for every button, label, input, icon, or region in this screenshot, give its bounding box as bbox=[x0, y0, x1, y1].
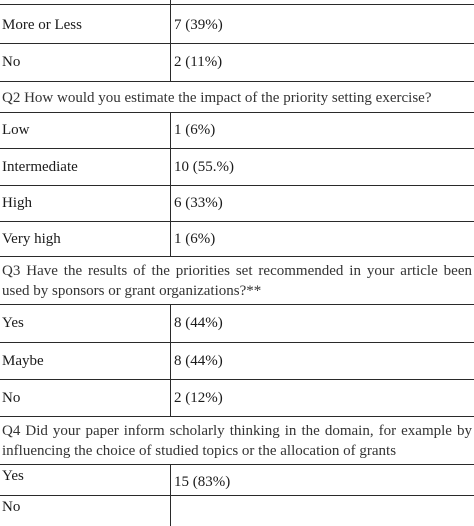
answer-label: No bbox=[2, 390, 21, 406]
column-divider bbox=[170, 44, 171, 81]
table-row bbox=[0, 222, 474, 257]
table-row bbox=[0, 186, 474, 222]
column-divider bbox=[170, 305, 171, 342]
table-row bbox=[0, 343, 474, 380]
question-q3: Q3 Have the results of the priorities set recommended in your article been used by sponsors or grant organizations?** bbox=[0, 257, 474, 305]
column-divider bbox=[170, 380, 171, 416]
answer-count: 2 (11%) bbox=[174, 54, 223, 70]
answer-label: Intermediate bbox=[2, 159, 78, 175]
answer-count: 8 (44%) bbox=[174, 315, 223, 331]
table-row bbox=[0, 113, 474, 149]
column-divider bbox=[170, 5, 171, 43]
column-divider bbox=[170, 465, 171, 495]
table-row bbox=[0, 496, 474, 526]
table-row bbox=[0, 44, 474, 82]
column-divider bbox=[170, 222, 171, 256]
question-q4: Q4 Did your paper inform scholarly thinking in the domain, for example by influencing the choice of studied topics or the allocation of grants bbox=[0, 417, 474, 465]
answer-label: Maybe bbox=[2, 353, 44, 369]
answer-label: Very high bbox=[2, 231, 61, 247]
answer-count: 7 (39%) bbox=[174, 17, 223, 33]
column-divider bbox=[170, 149, 171, 185]
table-row bbox=[0, 5, 474, 44]
column-divider bbox=[170, 0, 171, 4]
answer-label: More or Less bbox=[2, 17, 82, 33]
question-q2: Q2 How would you estimate the impact of the priority setting exercise? bbox=[0, 82, 474, 113]
column-divider bbox=[170, 343, 171, 379]
answer-label: Yes bbox=[2, 468, 24, 484]
column-divider bbox=[170, 496, 171, 526]
table-row bbox=[0, 380, 474, 417]
answer-count: 1 (6%) bbox=[174, 122, 216, 138]
table-row bbox=[0, 305, 474, 343]
answer-label: High bbox=[2, 195, 32, 211]
answer-label: Low bbox=[2, 122, 30, 138]
table-row bbox=[0, 149, 474, 186]
answer-count: 15 (83%) bbox=[174, 474, 231, 490]
answer-label: Yes bbox=[2, 315, 24, 331]
answer-label: No bbox=[2, 499, 21, 515]
answer-count: 2 (12%) bbox=[174, 390, 223, 406]
answer-count: 1 (6%) bbox=[174, 231, 216, 247]
answer-count: 10 (55.%) bbox=[174, 159, 234, 175]
column-divider bbox=[170, 186, 171, 221]
answer-count: 6 (33%) bbox=[174, 195, 223, 211]
answer-label: No bbox=[2, 54, 21, 70]
table-row bbox=[0, 465, 474, 496]
answer-count: 8 (44%) bbox=[174, 353, 223, 369]
column-divider bbox=[170, 113, 171, 148]
